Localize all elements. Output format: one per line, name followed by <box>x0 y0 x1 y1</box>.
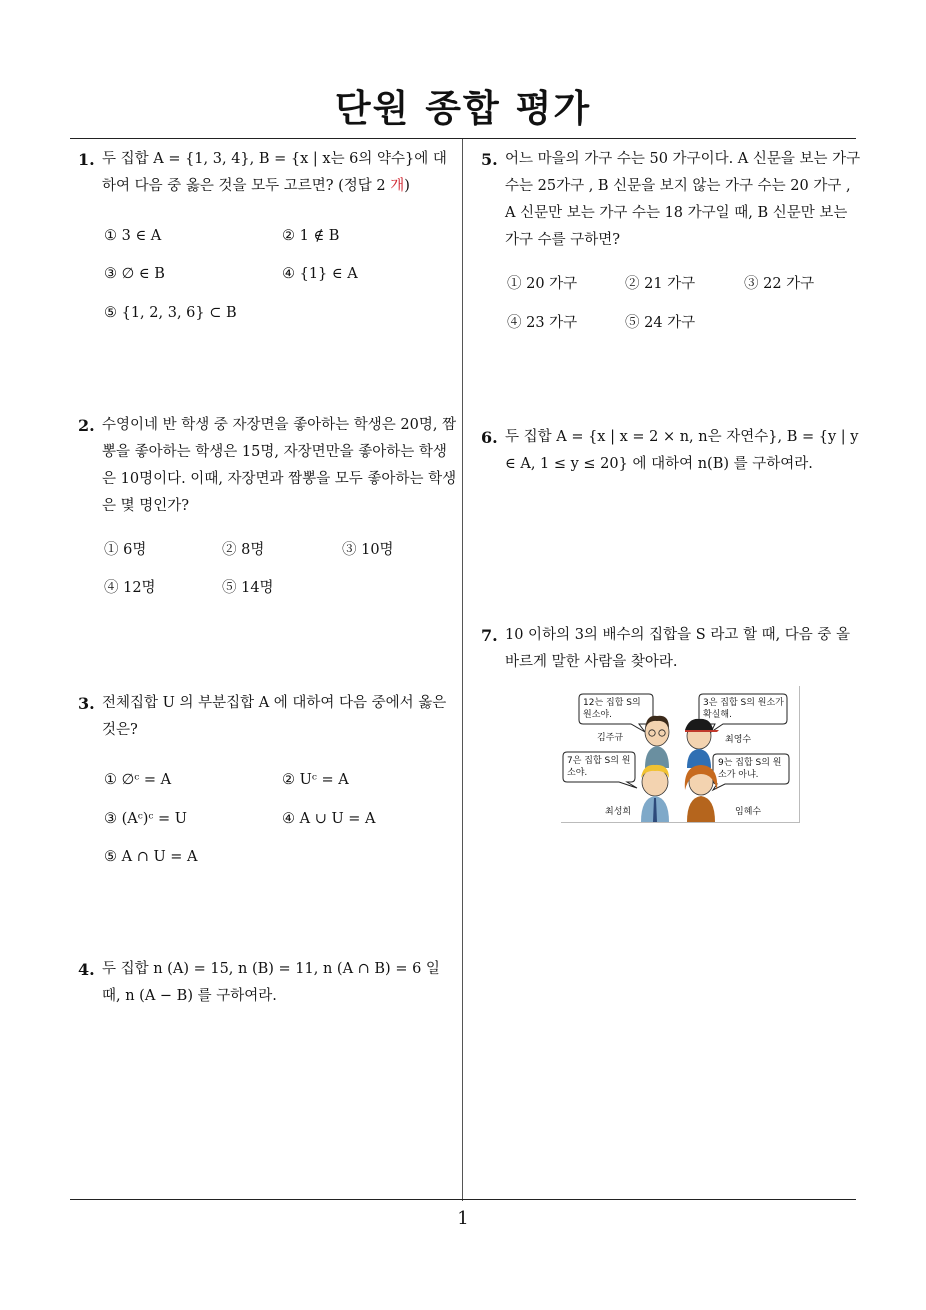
choice-3[interactable]: ③ (Aᶜ)ᶜ = U <box>104 811 188 827</box>
choice-3[interactable]: ③ 10명 <box>342 542 394 558</box>
question-text: 두 집합 A = {1, 3, 4}, B = {x | x는 6의 약수}에 대하여 다음 중 옳은 것을 모두 고르면? (정답 2 <box>102 151 447 194</box>
choice-4[interactable]: ④ 12명 <box>104 580 156 596</box>
choice-list <box>104 214 458 334</box>
speech-cartoon-image <box>561 686 800 823</box>
question-number: 4. <box>78 960 95 979</box>
page-title: 단원 종합 평가 <box>334 87 592 130</box>
question-stem <box>481 424 861 478</box>
question-number: 7. <box>481 626 498 645</box>
bubble-text-3: 7은 집합 S의 원소야. <box>567 756 631 778</box>
question-number: 6. <box>481 428 498 447</box>
question-stem <box>481 146 861 254</box>
question-4 <box>78 956 458 1010</box>
question-number: 2. <box>78 416 95 435</box>
bottom-divider <box>70 1199 856 1200</box>
question-text: 두 집합 n (A) = 15, n (B) = 11, n (A ∩ B) = 6 일 때, n (A − B) 를 구하여라. <box>102 961 440 1004</box>
name-label-4: 임혜수 <box>735 807 762 817</box>
name-label-1: 김주규 <box>597 733 624 743</box>
choice-2[interactable]: ② 8명 <box>222 542 265 558</box>
bubble-text-4: 9는 집합 S의 원소가 아냐. <box>718 758 782 780</box>
top-divider <box>70 138 856 139</box>
choice-2[interactable]: ② Uᶜ = A <box>282 772 349 788</box>
question-text-end: ) <box>404 178 410 194</box>
choice-2[interactable]: ② 1 ∉ B <box>282 228 340 244</box>
choice-3[interactable]: ③ 22 가구 <box>744 276 815 292</box>
answer-count-highlight: 개 <box>390 178 405 194</box>
choice-5[interactable]: ⑤ {1, 2, 3, 6} ⊂ B <box>104 305 237 321</box>
choice-1[interactable]: ① ∅ᶜ = A <box>104 772 172 788</box>
choice-list <box>104 758 458 878</box>
choice-4[interactable]: ④ {1} ∈ A <box>282 266 358 282</box>
choice-4[interactable]: ④ A ∪ U = A <box>282 811 376 827</box>
choice-list <box>507 268 861 348</box>
question-stem <box>78 956 458 1010</box>
question-2 <box>78 412 458 614</box>
choice-1[interactable]: ① 20 가구 <box>507 276 578 292</box>
choice-1[interactable]: ① 3 ∈ A <box>104 228 162 244</box>
question-3 <box>78 690 458 878</box>
column-divider <box>462 139 463 1201</box>
bubble-text-1: 12는 집합 S의 원소야. <box>583 698 641 720</box>
question-stem <box>481 622 861 676</box>
question-stem <box>78 412 458 520</box>
question-number: 3. <box>78 694 95 713</box>
question-7 <box>481 622 861 676</box>
name-label-3: 최성희 <box>605 807 632 817</box>
question-5 <box>481 146 861 348</box>
question-number: 5. <box>481 150 498 169</box>
choice-3[interactable]: ③ ∅ ∈ B <box>104 266 165 282</box>
question-6 <box>481 424 861 478</box>
question-stem <box>78 146 458 200</box>
question-text: 10 이하의 3의 배수의 집합을 S 라고 할 때, 다음 중 올바르게 말한 사람을 찾아라. <box>505 627 851 670</box>
question-text: 어느 마을의 가구 수는 50 가구이다. A 신문을 보는 가구 수는 25가구 , B 신문을 보지 않는 가구 수는 20 가구 , A 신문만 보는 가구 수는 18 가구일 때, B 신문만 보는 가구 수를 구하면? <box>505 151 861 248</box>
choice-4[interactable]: ④ 23 가구 <box>507 315 578 331</box>
choice-1[interactable]: ① 6명 <box>104 542 147 558</box>
question-text: 두 집합 A = {x | x = 2 × n, n은 자연수}, B = {y | y ∈ A, 1 ≤ y ≤ 20} 에 대하여 n(B) 를 구하여라. <box>505 429 859 472</box>
question-text: 수영이네 반 학생 중 자장면을 좋아하는 학생은 20명, 짬뽕을 좋아하는 학생은 15명, 자장면만을 좋아하는 학생은 10명이다. 이때, 자장면과 짬뽕을 모두 좋아하는 학생은 몇 명인가? <box>102 417 457 514</box>
choice-5[interactable]: ⑤ 24 가구 <box>625 315 696 331</box>
question-stem <box>78 690 458 744</box>
question-1 <box>78 146 458 334</box>
question-text: 전체집합 U 의 부분집합 A 에 대하여 다음 중에서 옳은 것은? <box>102 695 447 738</box>
choice-2[interactable]: ② 21 가구 <box>625 276 696 292</box>
name-label-2: 최영수 <box>725 735 752 745</box>
choice-list <box>104 534 458 614</box>
question-number: 1. <box>78 150 95 169</box>
bubble-text-2: 3은 집합 S의 원소가 확실해. <box>703 698 784 720</box>
page-number: 1 <box>457 1208 469 1229</box>
choice-5[interactable]: ⑤ 14명 <box>222 580 274 596</box>
choice-5[interactable]: ⑤ A ∩ U = A <box>104 849 198 865</box>
